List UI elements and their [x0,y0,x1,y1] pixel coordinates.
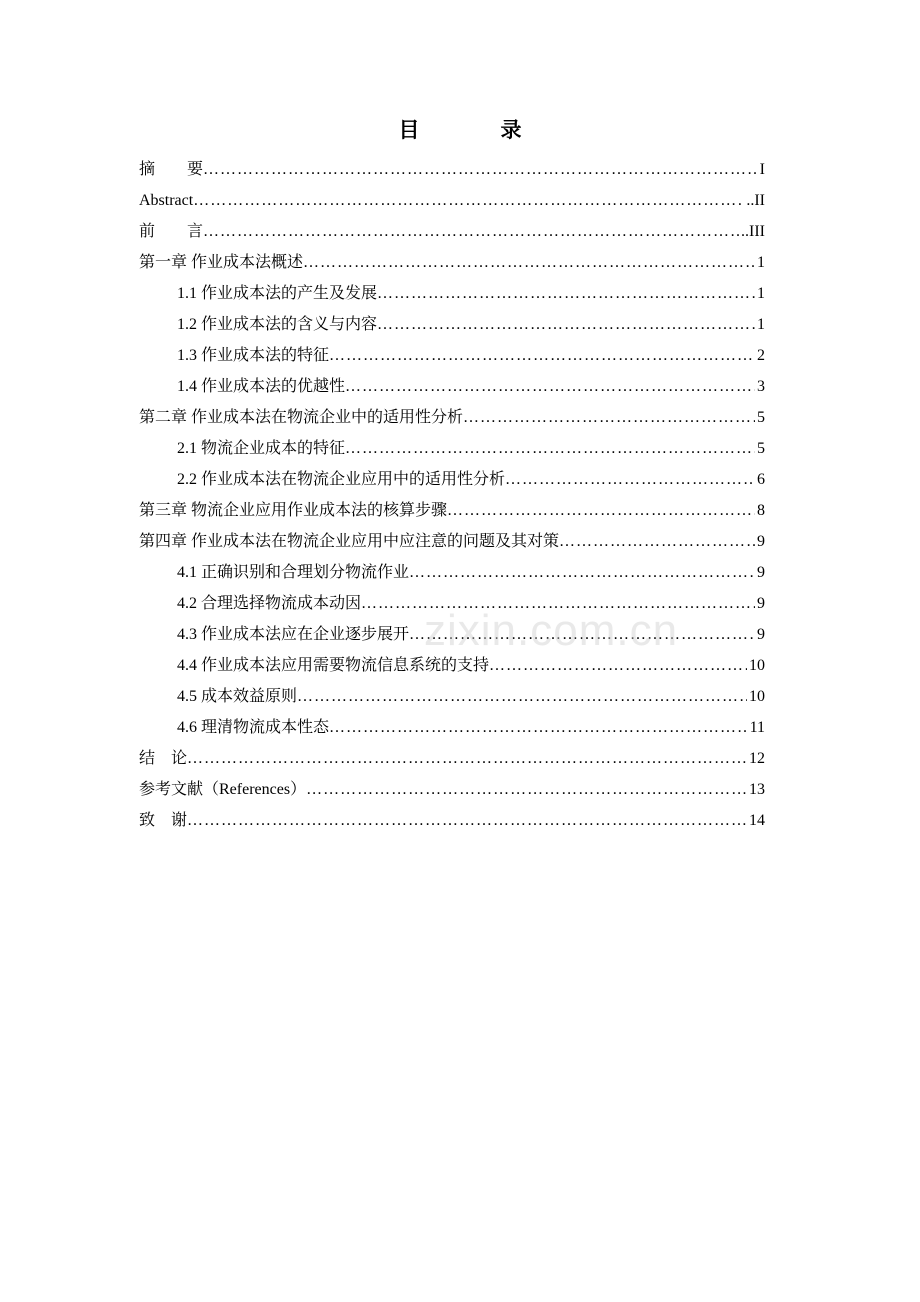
leader-dots [203,160,758,180]
leader-dots [505,470,755,490]
leader-dots [187,749,747,769]
watermark: zixin.com.cn [424,606,679,655]
toc-entry-page: ..II [746,192,765,209]
leader-dots [345,439,755,459]
toc-entry-page: 1 [757,285,765,302]
toc-entry-page: 11 [749,719,765,736]
table-of-contents [139,149,765,831]
toc-entry-section-1-2 [139,304,765,335]
toc-entry-section-1-3 [139,335,765,366]
toc-entry-page: 8 [757,502,765,519]
toc-entry-label: 4.1 正确识别和合理划分物流作业 [177,564,410,581]
leader-dots [559,532,755,552]
leader-dots [463,408,755,428]
leader-dots [193,191,744,211]
toc-entry-page: 9 [757,533,765,550]
toc-entry-page: 1 [757,254,765,271]
toc-entry-section-2-2 [139,459,765,490]
toc-entry-conclusion [139,738,765,769]
leader-dots [345,377,755,397]
toc-entry-label: 2.2 作业成本法在物流企业应用中的适用性分析 [177,471,506,488]
toc-entry-chapter-3 [139,490,765,521]
leader-dots [203,222,739,242]
toc-entry-section-1-4 [139,366,765,397]
toc-entry-label: 4.6 理清物流成本性态 [177,719,330,736]
toc-entry-page: 9 [757,564,765,581]
toc-entry-abstract-cn [139,149,765,180]
leader-dots [306,780,747,800]
toc-entry-section-1-1 [139,273,765,304]
toc-entry-section-4-6 [139,707,765,738]
toc-entry-page: 5 [757,440,765,457]
toc-entry-page: 12 [749,750,765,767]
toc-entry-label: 4.2 合理选择物流成本动因 [177,595,362,612]
toc-entry-page: 1 [757,316,765,333]
leader-dots [187,811,747,831]
toc-entry-label: 4.3 作业成本法应在企业逐步展开 [177,626,410,643]
leader-dots [297,687,747,707]
leader-dots [329,346,755,366]
toc-entry-label: 致 谢 [139,812,188,829]
toc-entry-section-4-5 [139,676,765,707]
toc-entry-label: 第一章 作业成本法概述 [139,254,304,271]
toc-entry-label: 第二章 作业成本法在物流企业中的适用性分析 [139,409,464,426]
toc-entry-page: 10 [749,657,765,674]
toc-entry-label: 1.1 作业成本法的产生及发展 [177,285,378,302]
toc-entry-page: 5 [757,409,765,426]
toc-entry-references [139,769,765,800]
toc-entry-page: 2 [757,347,765,364]
toc-entry-label: 前 言 [139,223,204,240]
toc-entry-label: 1.3 作业成本法的特征 [177,347,330,364]
leader-dots [377,315,755,335]
toc-entry-label: 1.4 作业成本法的优越性 [177,378,346,395]
leader-dots [489,656,747,676]
leader-dots [409,563,755,583]
toc-entry-abstract-en [139,180,765,211]
toc-entry-label: 第三章 物流企业应用作业成本法的核算步骤 [139,502,448,519]
toc-entry-preface [139,211,765,242]
toc-entry-label: 结 论 [139,750,188,767]
leader-dots [329,718,748,738]
toc-entry-page: 14 [749,812,765,829]
toc-entry-label: 2.1 物流企业成本的特征 [177,440,346,457]
toc-entry-page: 3 [757,378,765,395]
toc-entry-label: Abstract [139,192,194,209]
toc-entry-label: 摘 要 [139,161,204,178]
toc-entry-chapter-1 [139,242,765,273]
toc-entry-page: 13 [749,781,765,798]
leader-dots [377,284,755,304]
toc-entry-page: 6 [757,471,765,488]
toc-entry-chapter-2 [139,397,765,428]
toc-entry-page: 10 [749,688,765,705]
toc-entry-page: I [759,161,765,178]
toc-entry-label: 第四章 作业成本法在物流企业应用中应注意的问题及其对策 [139,533,560,550]
leader-dots [447,501,755,521]
toc-entry-label: 参考文献（References） [139,781,307,798]
toc-entry-acknowledgements [139,800,765,831]
leader-dots [303,253,755,273]
toc-entry-section-4-1 [139,552,765,583]
toc-entry-section-2-1 [139,428,765,459]
toc-entry-label: 1.2 作业成本法的含义与内容 [177,316,378,333]
toc-entry-page: 9 [757,595,765,612]
toc-entry-page: ..III [741,223,765,240]
toc-entry-label: 4.5 成本效益原则 [177,688,298,705]
toc-entry-page: 9 [757,626,765,643]
toc-title: 目 录 [398,118,552,142]
toc-entry-label: 4.4 作业成本法应用需要物流信息系统的支持 [177,657,490,674]
toc-entry-chapter-4 [139,521,765,552]
